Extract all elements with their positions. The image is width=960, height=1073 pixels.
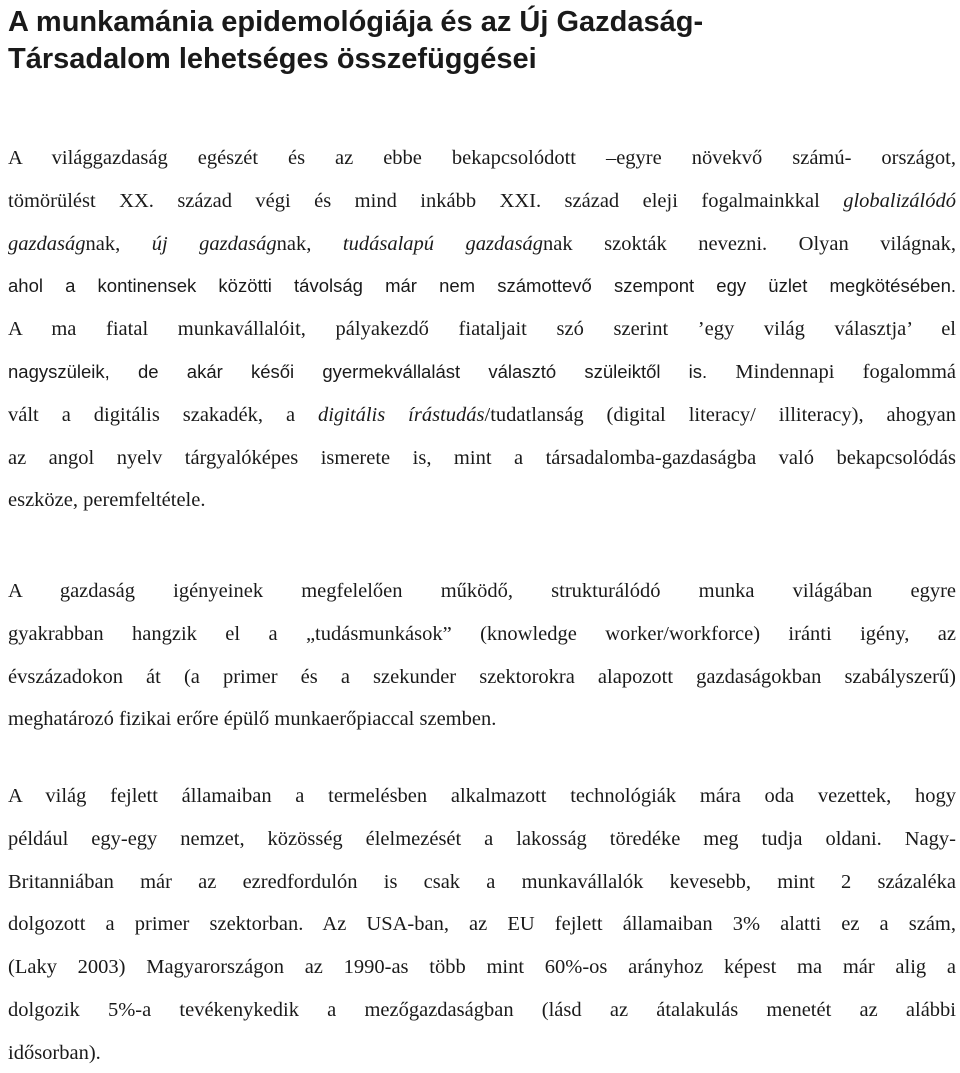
paragraph-agriculture: [8, 775, 956, 1073]
text-line: A világ fejlett államaiban a termelésben alkalmazott technológiák mára oda vezettek, hogy: [8, 785, 956, 807]
text-run: nak szokták nevezni. Olyan világnak,: [543, 232, 957, 255]
text-line: [8, 351, 956, 394]
text-line: [8, 394, 956, 437]
text-line: A világgazdaság egészét és az ebbe bekapcsolódott –egyre növekvő számú- országot,: [8, 147, 956, 169]
text-line: A ma fiatal munkavállalóit, pályakezdő fiataljait szó szerint ’egy világ választja’ el: [8, 318, 956, 341]
text-run: nak,: [85, 232, 152, 255]
title-line: A munkamánia epidemológiája és az Új Gazdaság-: [8, 6, 704, 38]
text-run: nagyszüleik, de akár késői gyermekvállalást választó szüleiktől is.: [8, 360, 736, 382]
italic-term: tudásalapú gazdaság: [342, 232, 544, 255]
text-line: [8, 223, 956, 266]
text-line: [8, 180, 956, 223]
paragraph-globalization: [8, 137, 956, 522]
text-line: Britanniában már az ezredfordulón is csak a munkavállalók kevesebb, mint 2 százaléka: [8, 870, 956, 893]
text-run: /tudatlanság (digital literacy/ illiteracy), ahogyan: [484, 403, 957, 426]
text-line: (Laky 2003) Magyarországon az 1990-as több mint 60%-os arányhoz képest ma már alig a: [8, 956, 956, 979]
italic-term: digitális írástudás: [318, 403, 485, 426]
text-line: eszköze, peremfeltétele.: [8, 489, 206, 512]
text-line: A gazdaság igényeinek megfelelően működő, strukturálódó munka világában egyre: [8, 580, 956, 602]
title-line: Társadalom lehetséges összefüggései: [8, 43, 537, 75]
text-line: évszázadokon át (a primer és a szekunder szektorokra alapozott gazdaságokban szabályszerű): [8, 665, 956, 688]
text-line: az angol nyelv tárgyalóképes ismerete is, mint a társadalomba-gazdaságba való bekapcsolódás: [8, 446, 956, 469]
text-line: dolgozik 5%-a tevékenykedik a mezőgazdaságban (lásd az átalakulás menetét az alábbi: [8, 998, 956, 1021]
text-line: ahol a kontinensek közötti távolság már nem számottevő szempont egy üzlet megkötésében.: [8, 275, 956, 297]
italic-term: új gazdaság: [151, 232, 277, 255]
italic-term: gazdaság: [8, 232, 86, 255]
italic-term: globalizálódó: [843, 189, 956, 212]
paragraph-knowledge-workers: [8, 570, 956, 741]
text-run: Mindennapi fogalommá: [735, 360, 957, 383]
text-run: vált a digitális szakadék, a: [8, 403, 319, 426]
text-run: nak,: [276, 232, 343, 255]
text-line: például egy-egy nemzet, közösség élelmezését a lakosság töredéke meg tudja oldani. Nagy-: [8, 827, 956, 850]
text-line: dolgozott a primer szektorban. Az USA-ban, az EU fejlett államaiban 3% alatti ez a szám,: [8, 913, 956, 936]
text-line: idősorban).: [8, 1041, 101, 1064]
document-title: [8, 4, 948, 78]
text-line: meghatározó fizikai erőre épülő munkaerőpiaccal szemben.: [8, 708, 497, 731]
text-line: gyakrabban hangzik el a „tudásmunkások” (knowledge worker/workforce) iránti igény, az: [8, 622, 956, 645]
text-run: tömörülést XX. század végi és mind inkább XXI. század eleji fogalmainkkal: [8, 189, 844, 212]
